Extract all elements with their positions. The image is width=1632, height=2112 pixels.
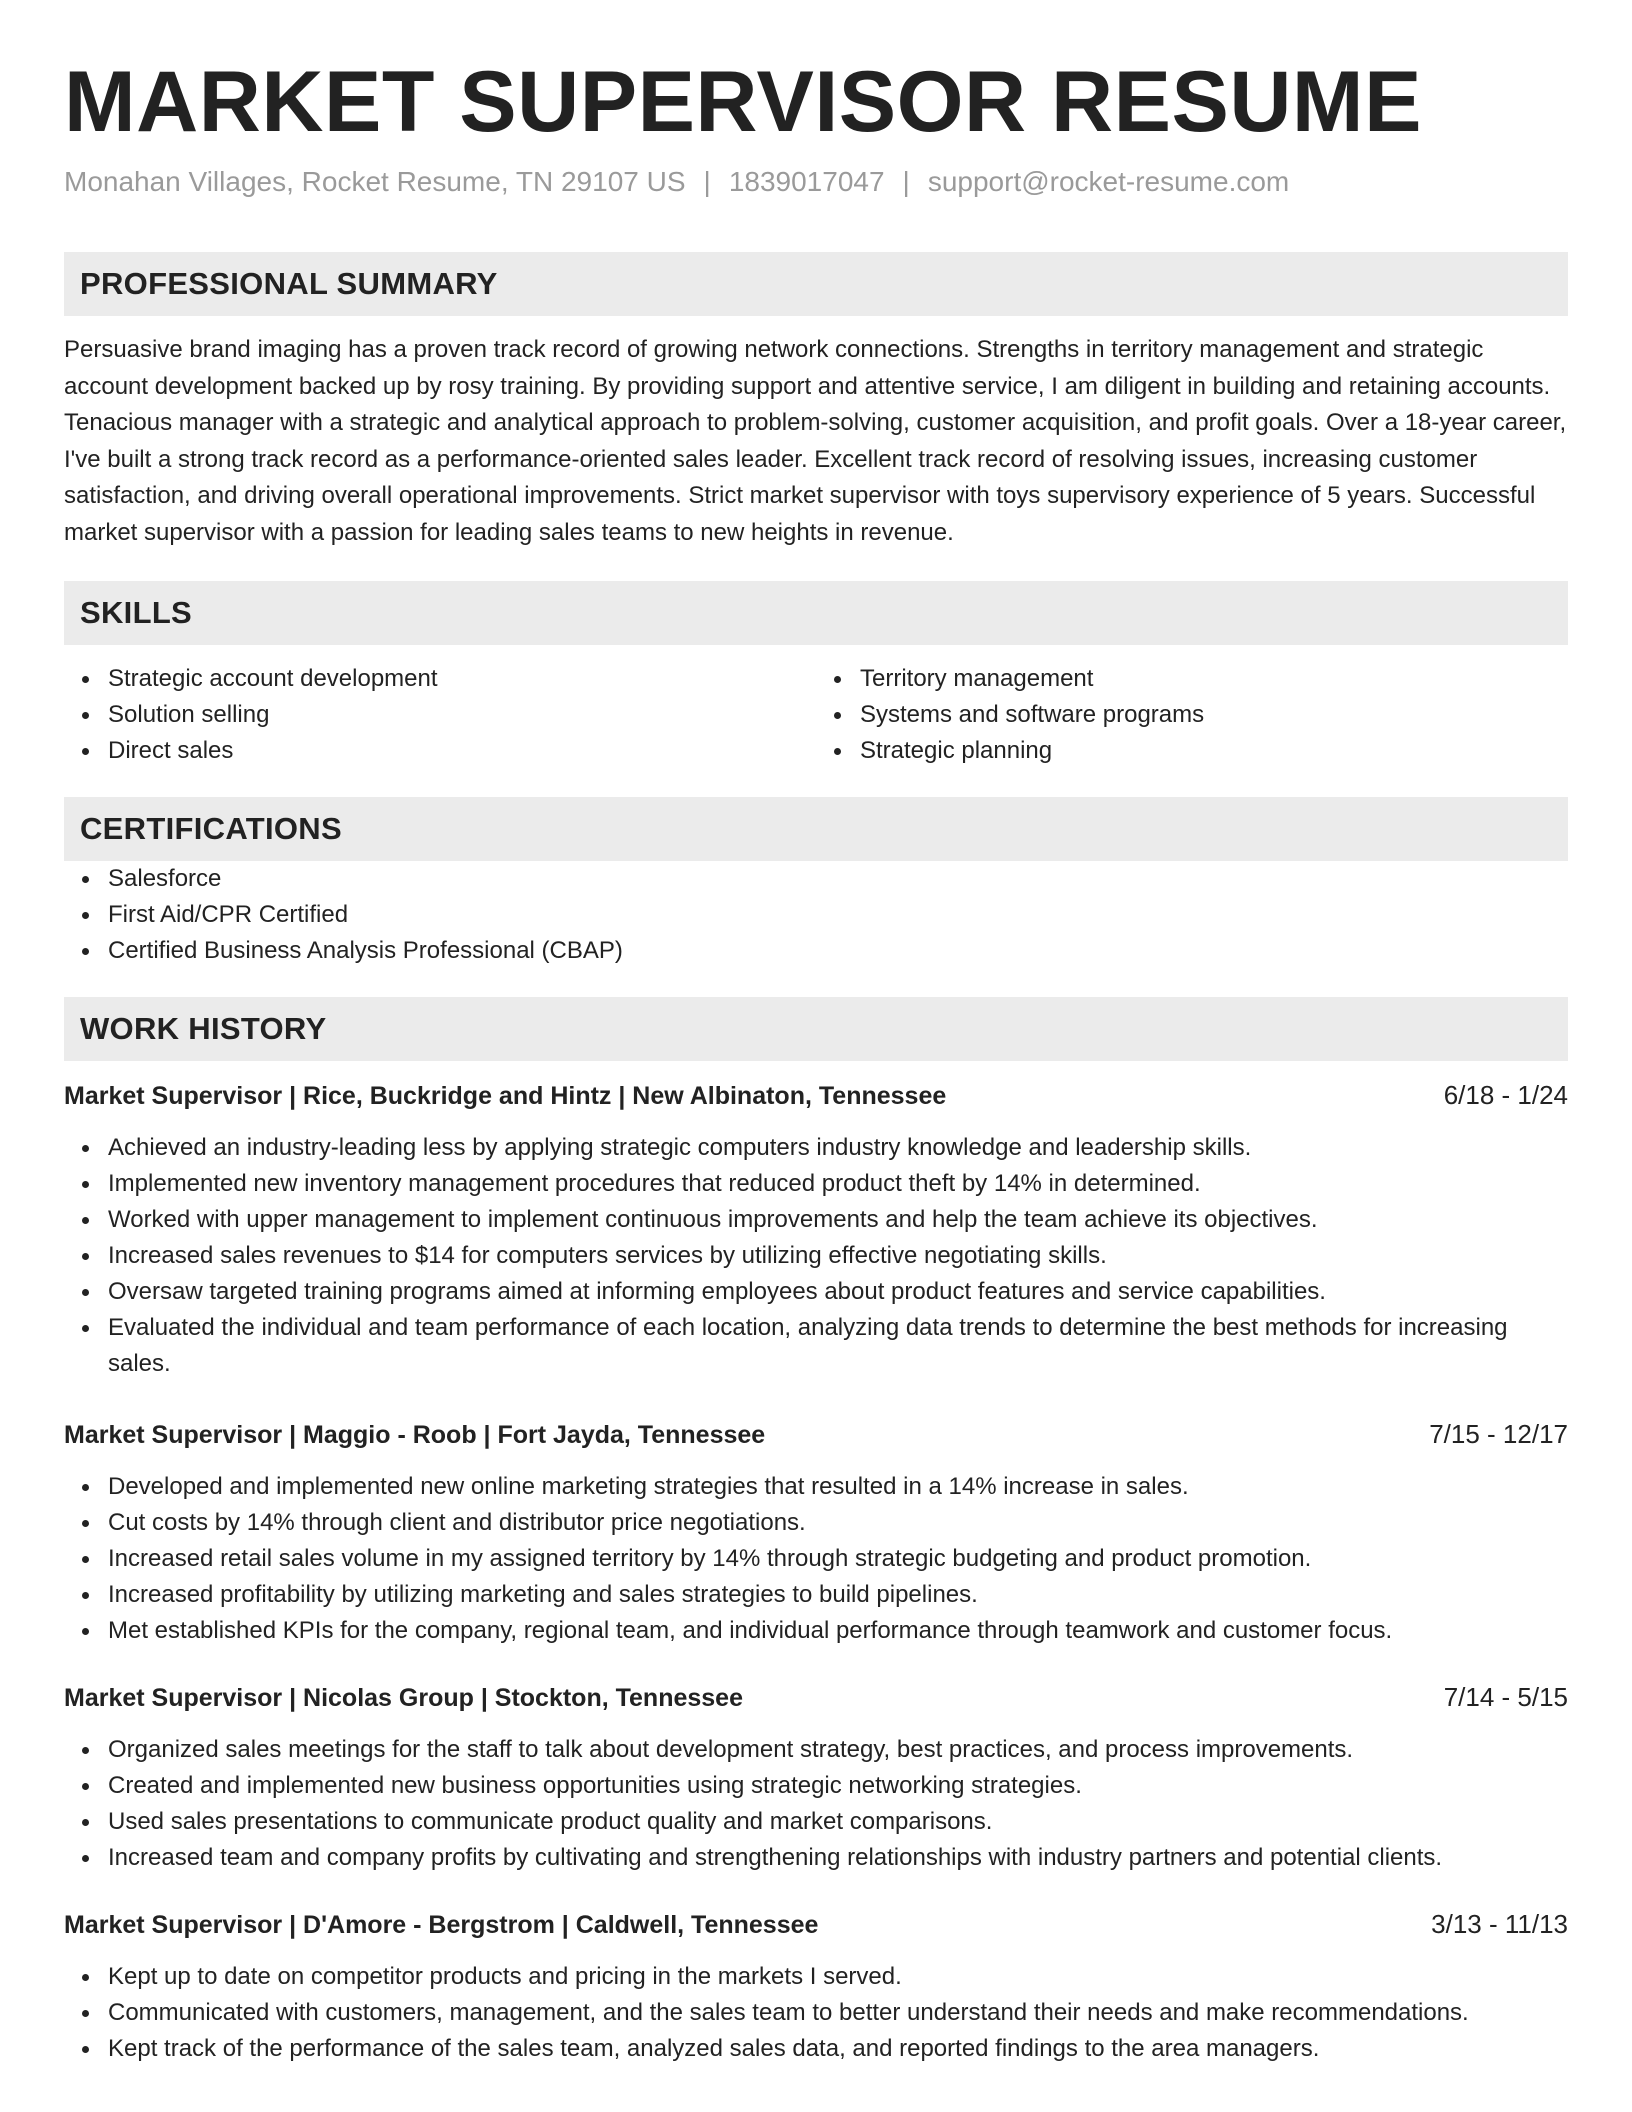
job-entry bbox=[64, 1077, 1568, 1382]
job-bullet: Evaluated the individual and team performance of each location, analyzing data trends to determine the best methods for increasing sales. bbox=[108, 1310, 1568, 1382]
job-title: Market Supervisor | Rice, Buckridge and Hintz | New Albinaton, Tennessee bbox=[64, 1082, 947, 1110]
job-bullets bbox=[64, 1130, 1568, 1382]
skills-section bbox=[64, 581, 1568, 769]
skill-item: Strategic account development bbox=[108, 661, 816, 697]
skills-heading: SKILLS bbox=[64, 581, 1568, 645]
summary-text: Persuasive brand imaging has a proven track record of growing network connections. Strengths in territory management and strategic account development backed up by rosy training. By providing support and attentive service, I am diligent in building and retaining accounts. Tenacious manager with a strategic and analytical approach to problem-solving, customer acquisition, and profit goals. Over a 18-year career, I've built a strong track record as a performance-oriented sales leader. Excellent track record of resolving issues, increasing customer satisfaction, and driving overall operational improvements. Strict market supervisor with toys supervisory experience of 5 years. Successful market supervisor with a passion for leading sales teams to new heights in revenue. bbox=[64, 336, 1567, 546]
job-header bbox=[64, 1906, 1568, 1943]
job-entry bbox=[64, 1416, 1568, 1649]
job-bullet: Achieved an industry-leading less by applying strategic computers industry knowledge and leadership skills. bbox=[108, 1130, 1568, 1166]
certifications-section bbox=[64, 797, 1568, 969]
job-bullets bbox=[64, 1469, 1568, 1649]
job-bullet: Implemented new inventory management procedures that reduced product theft by 14% in determined. bbox=[108, 1166, 1568, 1202]
job-bullet: Increased sales revenues to $14 for computers services by utilizing effective negotiating skills. bbox=[108, 1238, 1568, 1274]
certification-item: First Aid/CPR Certified bbox=[108, 897, 1568, 933]
certification-item: Salesforce bbox=[108, 861, 1568, 897]
job-bullet: Met established KPIs for the company, regional team, and individual performance through teamwork and customer focus. bbox=[108, 1613, 1568, 1649]
job-bullet: Used sales presentations to communicate product quality and market comparisons. bbox=[108, 1804, 1568, 1840]
job-entry bbox=[64, 1906, 1568, 2067]
work-history-heading: WORK HISTORY bbox=[64, 997, 1568, 1061]
job-bullet: Worked with upper management to implement continuous improvements and help the team achieve its objectives. bbox=[108, 1202, 1568, 1238]
job-dates: 6/18 - 1/24 bbox=[1443, 1080, 1568, 1110]
job-dates: 3/13 - 11/13 bbox=[1431, 1909, 1568, 1939]
contact-separator: | bbox=[902, 166, 910, 197]
job-bullet: Developed and implemented new online marketing strategies that resulted in a 14% increase in sales. bbox=[108, 1469, 1568, 1505]
job-bullet: Organized sales meetings for the staff to talk about development strategy, best practices, and process improvements. bbox=[108, 1732, 1568, 1768]
job-header bbox=[64, 1077, 1568, 1114]
job-title: Market Supervisor | Maggio - Roob | Fort Jayda, Tennessee bbox=[64, 1421, 766, 1449]
job-bullet: Increased team and company profits by cultivating and strengthening relationships with industry partners and potential clients. bbox=[108, 1840, 1568, 1876]
skill-item: Direct sales bbox=[108, 733, 816, 769]
contact-line bbox=[64, 164, 1568, 200]
contact-email: support@rocket-resume.com bbox=[927, 166, 1290, 197]
skill-item: Territory management bbox=[860, 661, 1568, 697]
skills-list-right bbox=[816, 661, 1568, 769]
summary-heading: PROFESSIONAL SUMMARY bbox=[64, 252, 1568, 316]
job-entry bbox=[64, 1679, 1568, 1876]
skill-item: Solution selling bbox=[108, 697, 816, 733]
certifications-heading: CERTIFICATIONS bbox=[64, 797, 1568, 861]
job-bullet: Kept up to date on competitor products and pricing in the markets I served. bbox=[108, 1959, 1568, 1995]
job-bullet: Kept track of the performance of the sales team, analyzed sales data, and reported findings to the area managers. bbox=[108, 2031, 1568, 2067]
job-header bbox=[64, 1679, 1568, 1716]
job-dates: 7/15 - 12/17 bbox=[1429, 1419, 1568, 1449]
job-bullet: Oversaw targeted training programs aimed at informing employees about product features and service capabilities. bbox=[108, 1274, 1568, 1310]
skill-item: Systems and software programs bbox=[860, 697, 1568, 733]
certification-item: Certified Business Analysis Professional (CBAP) bbox=[108, 933, 1568, 969]
job-header bbox=[64, 1416, 1568, 1453]
job-dates: 7/14 - 5/15 bbox=[1443, 1682, 1568, 1712]
job-bullets bbox=[64, 1732, 1568, 1876]
skill-item: Strategic planning bbox=[860, 733, 1568, 769]
job-bullet: Communicated with customers, management, and the sales team to better understand their needs and make recommendations. bbox=[108, 1995, 1568, 2031]
job-title: Market Supervisor | D'Amore - Bergstrom | Caldwell, Tennessee bbox=[64, 1911, 819, 1939]
skills-grid bbox=[64, 661, 1568, 769]
contact-phone: 1839017047 bbox=[728, 166, 885, 197]
certifications-list bbox=[64, 861, 1568, 969]
skills-list-left bbox=[64, 661, 816, 769]
job-bullet: Cut costs by 14% through client and distributor price negotiations. bbox=[108, 1505, 1568, 1541]
work-history-section bbox=[64, 997, 1568, 2067]
summary-section bbox=[64, 252, 1568, 551]
resume-title: MARKET SUPERVISOR RESUME bbox=[64, 54, 1422, 150]
job-bullets bbox=[64, 1959, 1568, 2067]
job-bullet: Increased profitability by utilizing marketing and sales strategies to build pipelines. bbox=[108, 1577, 1568, 1613]
job-bullet: Increased retail sales volume in my assigned territory by 14% through strategic budgeting and product promotion. bbox=[108, 1541, 1568, 1577]
job-bullet: Created and implemented new business opportunities using strategic networking strategies. bbox=[108, 1768, 1568, 1804]
contact-separator: | bbox=[703, 166, 711, 197]
contact-address: Monahan Villages, Rocket Resume, TN 29107 US bbox=[64, 166, 686, 197]
job-title: Market Supervisor | Nicolas Group | Stockton, Tennessee bbox=[64, 1684, 743, 1712]
